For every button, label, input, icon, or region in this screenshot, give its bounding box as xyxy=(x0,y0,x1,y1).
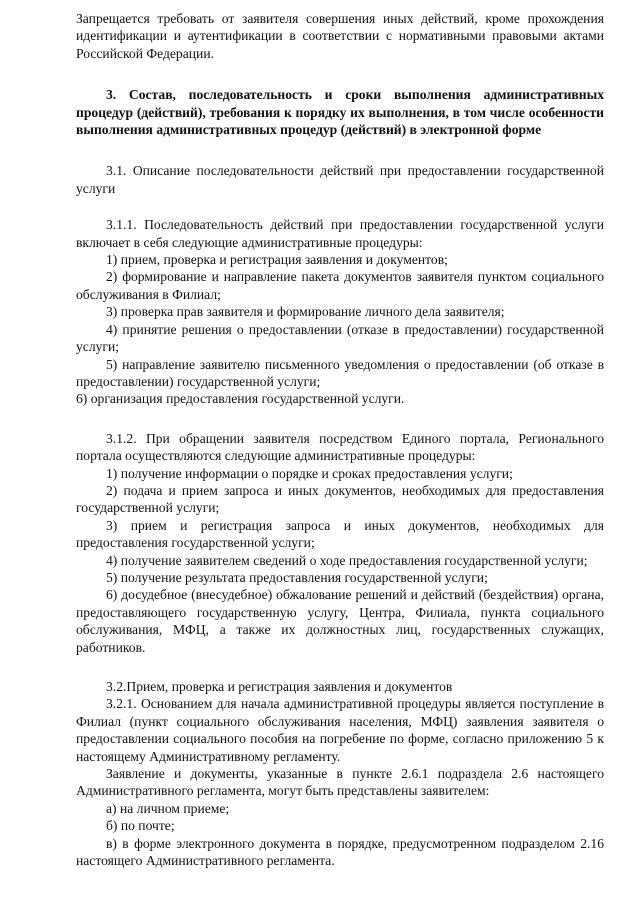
list-item: 4) принятие решения о предоставлении (отказе в предоставлении) государственной услуги; xyxy=(76,321,604,355)
section-3-heading: 3. Состав, последовательность и сроки выполнения административных процедур (действий), требования к порядку их выполнения, в том числе особенности выполнения административных процедур (действий) в электронной форме xyxy=(76,87,604,138)
list-item: 3) проверка прав заявителя и формирование личного дела заявителя; xyxy=(106,304,505,320)
section-3-1-title: 3.1. Описание последовательности действий при предоставлении государственной услуги xyxy=(76,163,604,196)
list-item: 6) организация предоставления государственной услуги. xyxy=(76,391,405,407)
section-3-1-2-lead: 3.1.2. При обращении заявителя посредством Единого портала, Регионального портала осуществляются следующие административные процедуры: xyxy=(76,430,604,464)
section-3-2-documents-paragraph: Заявление и документы, указанные в пункте 2.6.1 подраздела 2.6 настоящего Административного регламента, могут быть представлены заявителем: xyxy=(76,766,604,799)
list-item: 5) направление заявителю письменного уведомления о предоставлении (об отказе в предоставлении) государственной услуги; xyxy=(76,356,604,389)
list-item: 5) получение результата предоставления государственной услуги; xyxy=(106,569,488,585)
list-item: 1) получение информации о порядке и сроках предоставления услуги; xyxy=(106,465,513,481)
list-item: а) на личном приеме; xyxy=(106,800,230,816)
intro-paragraph: Запрещается требовать от заявителя совершения иных действий, кроме прохождения идентификации и аутентификации в соответствии с нормативными правовыми актами Российской Федерации. xyxy=(76,11,604,61)
list-item: 2) подача и прием запроса и иных документов, необходимых для предоставления государственной услуги; xyxy=(76,482,604,516)
section-3-1-1-lead: 3.1.1. Последовательность действий при предоставлении государственной услуги включает в себя следующие административные процедуры: xyxy=(76,217,604,250)
section-3-2-title: 3.2.Прием, проверка и регистрация заявления и документов xyxy=(106,679,453,694)
list-item: 2) формирование и направление пакета документов заявителя пунктом социального обслуживания в Филиал; xyxy=(76,269,604,302)
list-item: 3) прием и регистрация запроса и иных документов, необходимых для предоставления государственной услуги; xyxy=(76,517,604,551)
list-item: 6) досудебное (внесудебное) обжалование решений и действий (бездействия) органа, предоставляющего государственную услугу, Центра, Филиала, пункта социального обслуживания, МФЦ, а также их должностных лиц, государственных служащих, работников. xyxy=(76,587,604,655)
document-page xyxy=(76,10,604,869)
list-item: в) в форме электронного документа в порядке, предусмотренном подразделом 2.16 настоящего Административного регламента. xyxy=(76,835,604,869)
list-item: 1) прием, проверка и регистрация заявления и документов; xyxy=(106,252,448,268)
list-item: 4) получение заявителем сведений о ходе предоставления государственной услуги; xyxy=(106,552,588,568)
section-3-2-1-paragraph: 3.2.1. Основанием для начала административной процедуры является поступление в Филиал (пункт социального обслуживания населения, МФЦ) заявления заявителя о предоставлении социального пособия на погребение по форме, согласно приложению 5 к настоящему Административному регламенту. xyxy=(76,696,604,764)
list-item: б) по почте; xyxy=(106,818,175,834)
